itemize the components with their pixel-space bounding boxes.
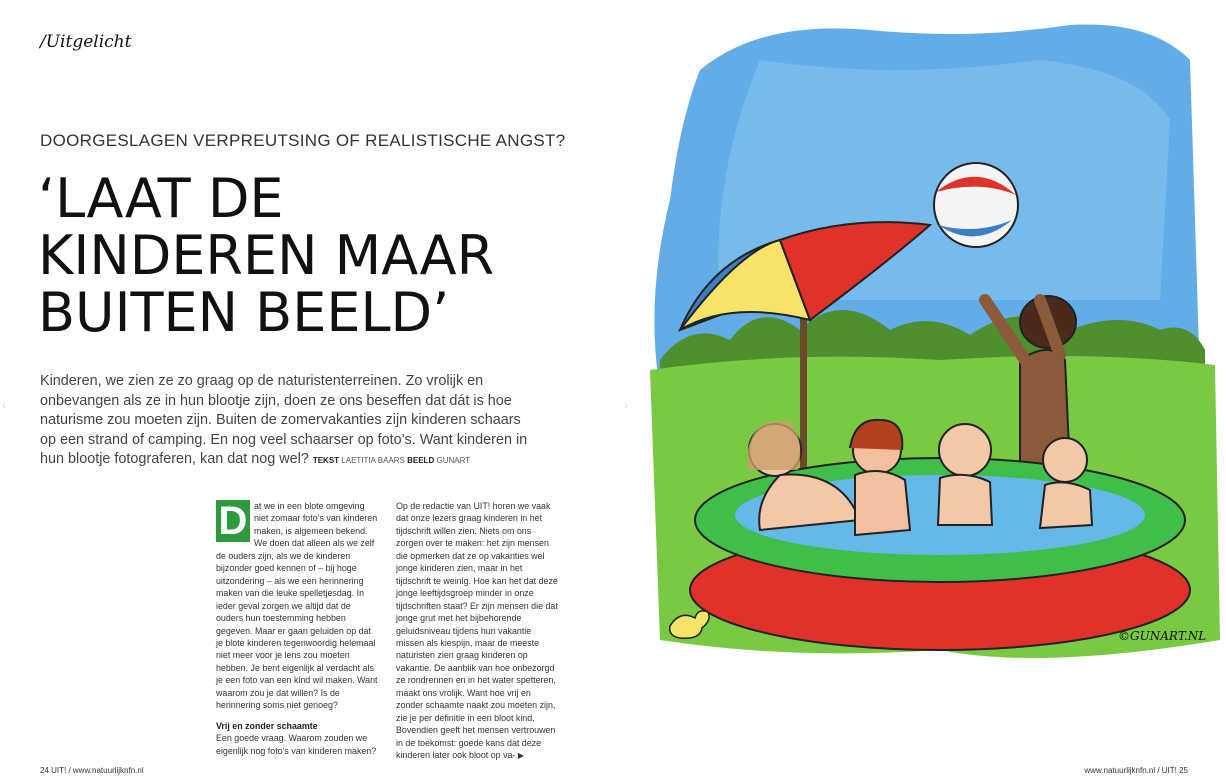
column-1-end-text: Een goede vraag. Waarom zouden we eigenlijk nog foto’s van kinderen maken? — [216, 733, 377, 756]
column-1-text: at we in een blote omgeving niet zomaar foto’s van kinderen maken, is algemeen bekend. We doen dat alleen als we zelf de ouders zijn, als we de kinderen bijzonder goed kennen of – bij hoge uitzondering – als we een herinnering maken van die leuke spelletjesdag. In ieder geval zorgen we altijd dat de ouders hun toestemming hebben gegeven. Maar er gaan geluiden op dat je blote kinderen tegenwoordig helemaal niet meer voor je lens zou moeten hebben. Je bent eigenlijk al verdacht als je een foto van een kind wil maken. Want waarom zou je dat willen? Is de herinnering soms niet genoeg? — [216, 501, 378, 711]
illustrator-signature: ©GUNART.NL — [1118, 629, 1207, 643]
intro-paragraph — [40, 372, 540, 471]
child-boy-body — [938, 475, 992, 525]
intro-text: Kinderen, we zien ze zo graag op de naturistenterreinen. Zo vrolijk en onbevangen als ze in hun blootje zijn, doen ze ons beseffen dat dát is hoe naturisme zou moeten zijn. Buiten de zomervakanties zijn kinderen schaars op een strand of camping. En nog veel schaarser op foto’s. Want kinderen in hun blootje fotograferen, kan dat nog wel? — [40, 373, 528, 467]
child-small-body — [1040, 482, 1092, 528]
footer-left: 24 UIT! / www.natuurlijknfn.nl — [40, 766, 144, 775]
child-boy-head — [939, 424, 991, 476]
body-column-1 — [216, 500, 378, 757]
continue-arrow-icon: ▶ — [517, 751, 525, 761]
byline-image-label: BEELD — [407, 456, 435, 465]
kicker: DOORGESLAGEN VERPREUTSING OF REALISTISCHE ANGST? — [40, 131, 566, 150]
subheading: Vrij en zonder schaamte — [216, 720, 318, 731]
byline-illustrator: GUNART — [436, 456, 471, 465]
page-right-marker: › — [624, 398, 628, 412]
footer-right: www.natuurlijknfn.nl / UIT! 25 — [1084, 766, 1188, 775]
headline — [38, 167, 598, 344]
section-label: /Uitgelicht — [40, 32, 132, 52]
illustration — [640, 0, 1226, 784]
byline-author: LAETITIA BAARS — [341, 456, 405, 465]
child-curly-body — [855, 471, 910, 535]
headline-line-1: ‘LAAT DE — [38, 167, 284, 230]
column-2-text: Op de redactie van UIT! horen we vaak dat onze lezers graag kinderen in het tijdschrift willen zien. Niets om ons zorgen over te maken: het zijn mensen die opmerken dat ze op vakanties wel jonge kinderen zien, maar in het tijdschrift te weinig. Hoe kan het dat deze jonge leeftijdsgroep minder in onze tijdschriften staat? Er zijn mensen die dat jonge grut met het bijbehorende geluidsniveau tijdens hun vakantie missen als kiespijn, maar de meeste naturisten zien graag kinderen op vakantie. De aanblik van hoe onbezorgd ze rondrennen en in het water spetteren, maakt ons vrolijk. Want hoe vrij en zonder schaamte naakt zou moeten zijn, zie je per definitie in een bloot kind. Bovendien geeft het mensen vertrouwen in de toekomst: goede kans dat deze kinderen later ook bloot op va- — [396, 501, 558, 761]
body-column-2 — [396, 500, 558, 763]
drop-cap: D — [216, 500, 250, 542]
page-left-marker: ‹ — [2, 398, 6, 412]
child-small-head — [1043, 438, 1087, 482]
headline-line-2: KINDEREN MAAR — [38, 224, 495, 287]
byline — [313, 456, 470, 465]
headline-line-3: BUITEN BEELD’ — [38, 281, 450, 344]
byline-text-label: TEKST — [312, 456, 340, 465]
